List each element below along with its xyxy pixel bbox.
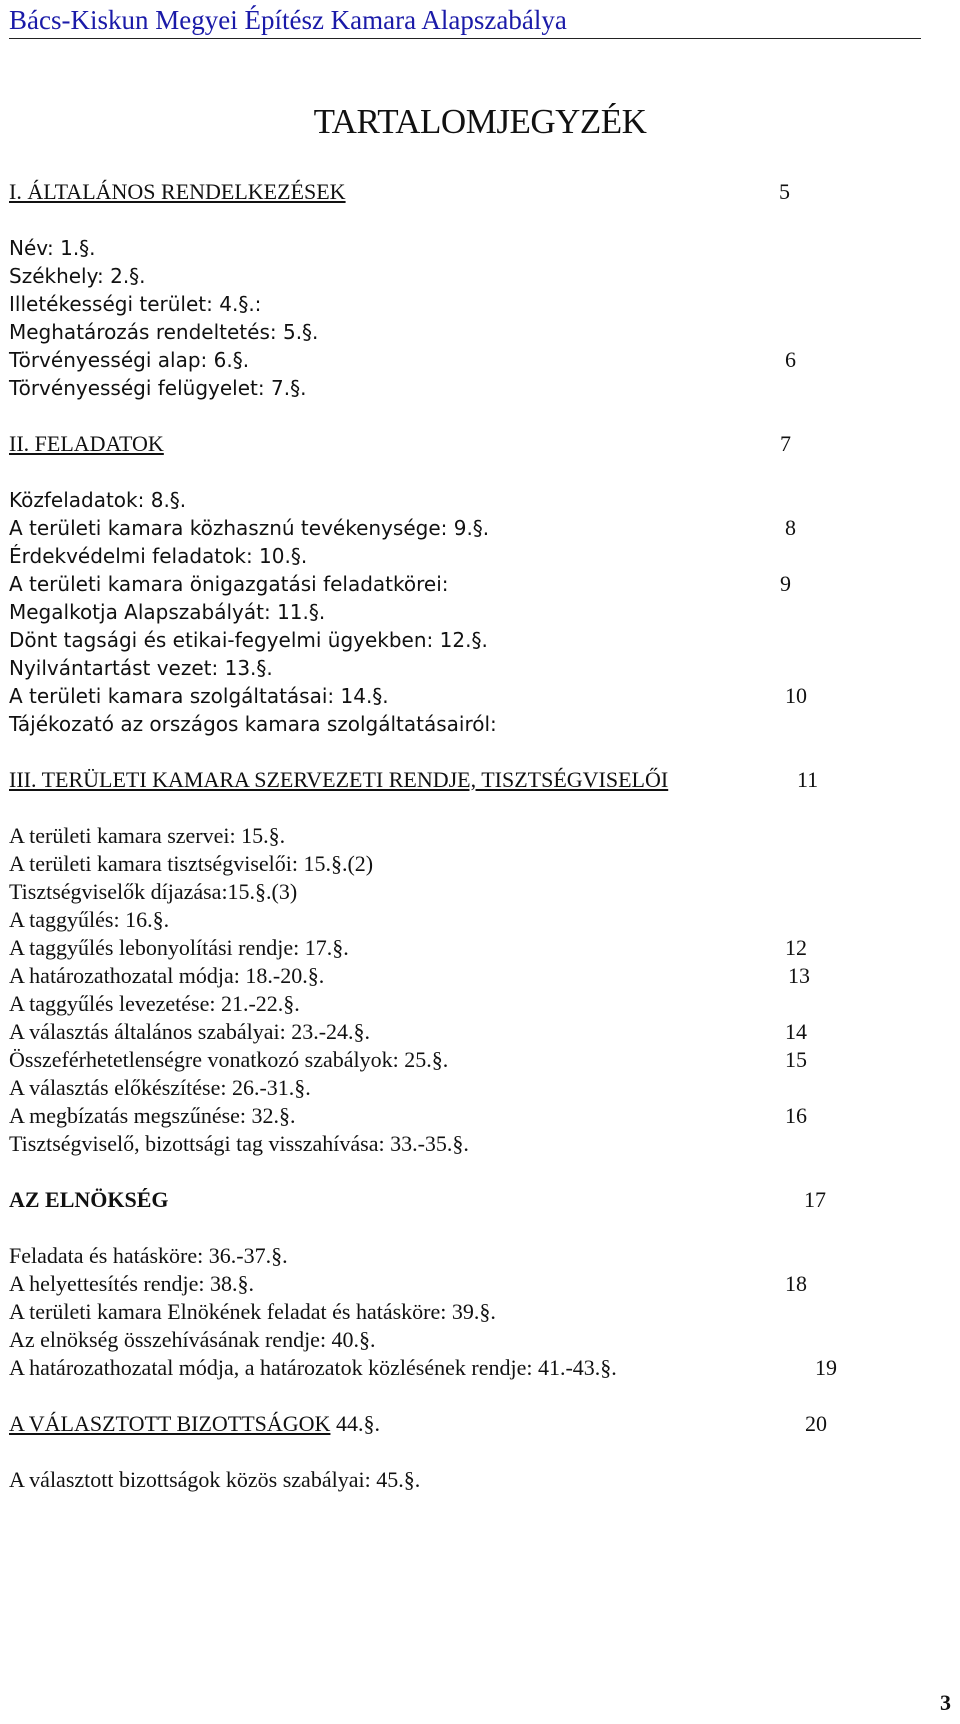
toc-page-number: 10 <box>785 683 807 708</box>
toc-entry[interactable] <box>9 849 909 879</box>
toc-entry-text: A taggyűlés lebonyolítási rendje: 17.§. <box>9 935 349 960</box>
toc-entry[interactable] <box>9 653 909 683</box>
toc-entry[interactable] <box>9 485 909 515</box>
toc-entry[interactable] <box>9 989 909 1019</box>
toc-entry-text: Érdekvédelmi feladatok: 10.§. <box>9 544 308 568</box>
toc-entry[interactable] <box>9 541 909 571</box>
toc-heading-1[interactable] <box>9 177 789 207</box>
document-header-title: Bács-Kiskun Megyei Építész Kamara Alapszabálya <box>9 5 567 35</box>
page-number: 3 <box>940 1690 951 1715</box>
toc-entry-text: Összeférhetetlenségre vonatkozó szabályok: 25.§. <box>9 1047 449 1072</box>
toc-entry-text: A taggyűlés: 16.§. <box>9 907 170 932</box>
toc-page-number: 19 <box>815 1355 837 1380</box>
toc-page-number: 20 <box>805 1411 827 1436</box>
toc-entry[interactable] <box>9 1269 909 1299</box>
toc-entry[interactable] <box>9 513 909 543</box>
toc-entry-text: Tisztségviselők díjazása:15.§.(3) <box>9 879 298 904</box>
toc-page-number: 13 <box>788 963 810 988</box>
toc-entry-text: Törvényességi felügyelet: 7.§. <box>9 376 307 400</box>
toc-page-number: 18 <box>785 1271 807 1296</box>
toc-entry[interactable] <box>9 961 909 991</box>
toc-entry-text: A határozathozatal módja, a határozatok közlésének rendje: 41.-43.§. <box>9 1355 617 1380</box>
toc-entry[interactable] <box>9 1045 909 1075</box>
toc-entry-text: A területi kamara közhasznú tevékenysége: 9.§. <box>9 516 490 540</box>
toc-page-number: 12 <box>785 935 807 960</box>
toc-entry[interactable] <box>9 933 909 963</box>
toc-entry-text: Név: 1.§. <box>9 236 96 260</box>
toc-entry-text: A területi kamara Elnökének feladat és hatásköre: 39.§. <box>9 1299 496 1324</box>
toc-page-number: 15 <box>785 1047 807 1072</box>
toc-entry[interactable] <box>9 1297 909 1327</box>
document-header <box>9 2 921 39</box>
toc-page-number: 11 <box>797 767 819 792</box>
toc-entry-text: Illetékességi terület: 4.§.: <box>9 292 262 316</box>
toc-entry-text: A határozathozatal módja: 18.-20.§. <box>9 963 325 988</box>
toc-entry-text: Közfeladatok: 8.§. <box>9 488 187 512</box>
toc-entry[interactable] <box>9 233 909 263</box>
toc-heading-text: A VÁLASZTOTT BIZOTTSÁGOK <box>9 1411 331 1436</box>
toc-entry-text: Meghatározás rendeltetés: 5.§. <box>9 320 319 344</box>
toc-entry[interactable] <box>9 1241 909 1271</box>
toc-heading-text: III. TERÜLETI KAMARA SZERVEZETI RENDJE, TISZTSÉGVISELŐI <box>9 767 669 792</box>
toc-page-number: 14 <box>785 1019 807 1044</box>
toc-page-number: 7 <box>780 431 791 456</box>
toc-entry-text: A területi kamara tisztségviselői: 15.§.(2) <box>9 851 374 876</box>
toc-entry-text: A területi kamara szervei: 15.§. <box>9 823 286 848</box>
toc-entry-text: A területi kamara szolgáltatásai: 14.§. <box>9 684 389 708</box>
toc-entry-text: Székhely: 2.§. <box>9 264 146 288</box>
toc-heading-4[interactable] <box>9 1185 909 1215</box>
toc-entry[interactable] <box>9 1353 909 1383</box>
toc-entry-text: A választás előkészítése: 26.-31.§. <box>9 1075 311 1100</box>
toc-page-number: 5 <box>779 179 790 204</box>
toc-entry-text: Az elnökség összehívásának rendje: 40.§. <box>9 1327 376 1352</box>
toc-entry[interactable] <box>9 681 909 711</box>
toc-entry[interactable] <box>9 709 909 739</box>
toc-entry[interactable] <box>9 1129 909 1159</box>
toc-entry[interactable] <box>9 289 909 319</box>
toc-entry-text: A választás általános szabályai: 23.-24.§. <box>9 1019 371 1044</box>
toc-entry[interactable] <box>9 373 909 403</box>
toc-heading-suffix: 44.§. <box>330 1411 380 1436</box>
toc-title: TARTALOMJEGYZÉK <box>313 102 647 141</box>
toc-entry[interactable] <box>9 821 909 851</box>
toc-page-number: 17 <box>804 1187 826 1212</box>
toc-entry[interactable] <box>9 905 909 935</box>
toc-entry-text: A megbízatás megszűnése: 32.§. <box>9 1103 296 1128</box>
toc-entry-text: Tisztségviselő, bizottsági tag visszahívása: 33.-35.§. <box>9 1131 469 1156</box>
toc-entry-text: Törvényességi alap: 6.§. <box>9 348 250 372</box>
toc-entry[interactable] <box>9 317 909 347</box>
toc-entry[interactable] <box>9 1101 909 1131</box>
toc-entry-text: Megalkotja Alapszabályát: 11.§. <box>9 600 326 624</box>
toc-entry-text: A területi kamara önigazgatási feladatkörei: <box>9 572 449 596</box>
toc-heading-2[interactable] <box>9 429 909 459</box>
toc-heading-text: I. ÁLTALÁNOS RENDELKEZÉSEK <box>9 179 346 204</box>
toc-entry[interactable] <box>9 1073 909 1103</box>
toc-entry-text: Dönt tagsági és etikai-fegyelmi ügyekben: 12.§. <box>9 628 488 652</box>
toc-heading-text: II. FELADATOK <box>9 431 164 456</box>
toc-entry[interactable] <box>9 345 909 375</box>
toc-entry-text: A választott bizottságok közös szabályai: 45.§. <box>9 1467 421 1492</box>
toc-entry[interactable] <box>9 1465 909 1495</box>
toc-heading-line <box>9 1409 380 1439</box>
toc-heading-text: AZ ELNÖKSÉG <box>9 1187 169 1212</box>
toc-page-number: 8 <box>785 515 796 540</box>
toc-entry-text: Nyilvántartást vezet: 13.§. <box>9 656 273 680</box>
toc-entry[interactable] <box>9 625 909 655</box>
toc-entry-text: A taggyűlés levezetése: 21.-22.§. <box>9 991 300 1016</box>
toc-entry-text: Tájékozató az országos kamara szolgáltatásairól: <box>9 712 497 736</box>
toc-entry-text: Feladata és hatásköre: 36.-37.§. <box>9 1243 288 1268</box>
toc-entry[interactable] <box>9 1017 909 1047</box>
toc-entry[interactable] <box>9 877 909 907</box>
toc-entry-text: A helyettesítés rendje: 38.§. <box>9 1271 254 1296</box>
toc-entry[interactable] <box>9 1325 909 1355</box>
toc-entry[interactable] <box>9 569 909 599</box>
toc-page-number: 6 <box>785 347 796 372</box>
toc-heading-3[interactable] <box>9 765 909 795</box>
toc-entry[interactable] <box>9 597 909 627</box>
toc-page-number: 9 <box>780 571 791 596</box>
toc-heading-5[interactable] <box>9 1409 909 1439</box>
toc-entry[interactable] <box>9 261 909 291</box>
toc-page-number: 16 <box>785 1103 807 1128</box>
